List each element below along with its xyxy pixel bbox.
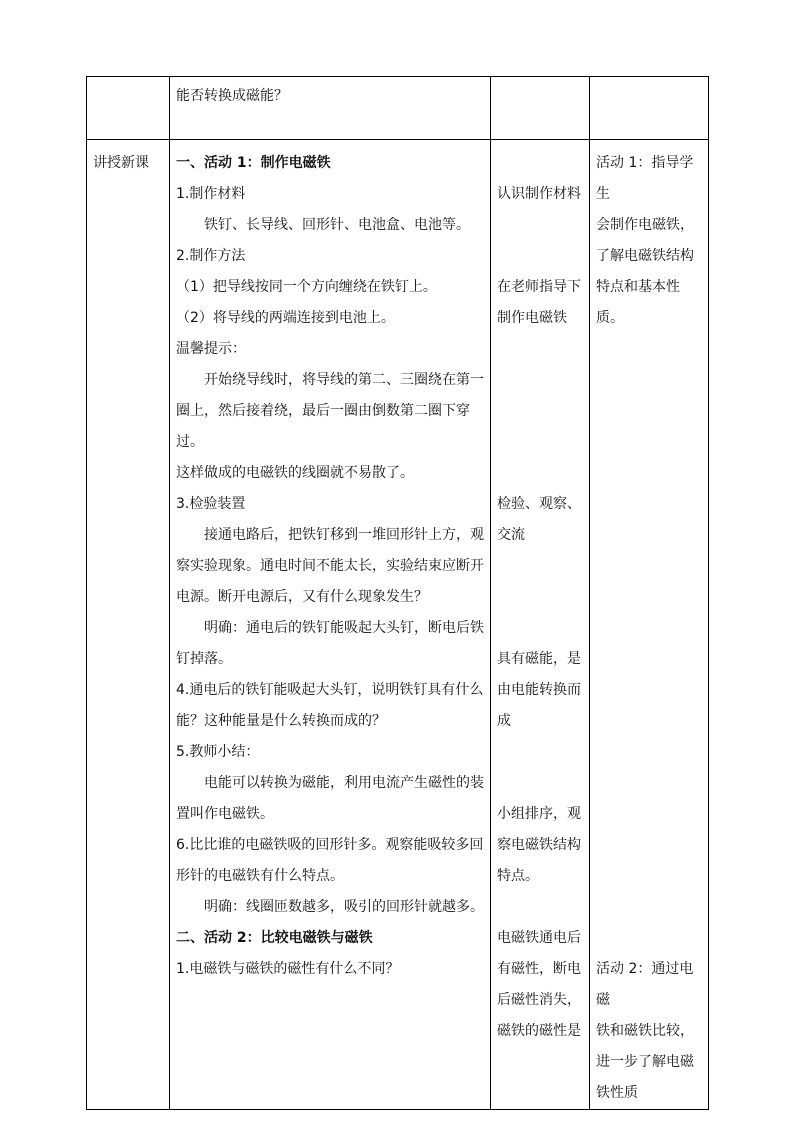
student-activity-line: 后磁性消失， <box>497 992 581 1008</box>
student-activity-line <box>497 613 583 644</box>
student-activity-lines <box>491 140 589 1047</box>
design-intent-line: 铁性质 <box>596 1085 638 1101</box>
design-intent-line <box>596 489 702 520</box>
content-line: 察实验现象。通电时间不能太长，实验结束应断开 <box>176 558 484 574</box>
content-line: 明确：线圈匝数越多，吸引的回形针就越多。 <box>204 899 484 915</box>
design-intent-line <box>596 520 702 551</box>
student-activity-line: 有磁性，断电 <box>497 961 581 977</box>
content-line: 钉掉落。 <box>176 651 232 667</box>
content-line: 6.比比谁的电磁铁吸的回形针多。观察能吸较多回 <box>176 837 484 853</box>
content-line: 温馨提示： <box>176 341 246 357</box>
design-intent-line <box>596 365 702 396</box>
content-line: 4.通电后的铁钉能吸起大头钉，说明铁钉具有什么 <box>176 682 484 698</box>
student-activity-line: 察电磁铁结构 <box>497 837 581 853</box>
content-cell <box>170 77 491 140</box>
student-activity-line: 电磁铁通电后 <box>497 930 581 946</box>
stage-label: 讲授新课 <box>93 155 149 171</box>
content-line: 开始绕导线时，将导线的第二、三圈绕在第一 <box>204 372 484 388</box>
student-activity-line: 具有磁能，是 <box>497 651 581 667</box>
content-line: 圈上，然后接着绕，最后一圈由倒数第二圈下穿过。 <box>176 403 470 450</box>
design-intent-line <box>596 830 702 861</box>
design-intent-line <box>596 768 702 799</box>
content-line: 形针的电磁铁有什么特点。 <box>176 868 344 884</box>
design-intent-line <box>596 582 702 613</box>
design-intent-line <box>596 551 702 582</box>
design-intent-line <box>596 644 702 675</box>
student-activity-line <box>497 458 583 489</box>
lesson-plan-table <box>86 76 709 1110</box>
content-line: （1）把导线按同一个方向缠绕在铁钉上。 <box>176 279 437 295</box>
design-intent-lines <box>590 140 708 1109</box>
design-intent-line <box>596 613 702 644</box>
content-line: 电源。断开电源后，又有什么现象发生？ <box>176 589 428 605</box>
student-activity-line: 特点。 <box>497 868 539 884</box>
design-intent-line: 活动 2：通过电磁 <box>596 961 694 1008</box>
content-cell <box>170 140 491 1110</box>
table-row <box>87 77 709 140</box>
content-line: 2.制作方法 <box>176 248 246 264</box>
content-line: 3.检验装置 <box>176 496 246 512</box>
student-activity-line: 认识制作材料 <box>497 186 581 202</box>
student-activity-line <box>497 551 583 582</box>
design-intent-line <box>596 396 702 427</box>
student-activity-line <box>497 768 583 799</box>
student-activity-line <box>497 396 583 427</box>
student-activity-line <box>497 210 583 241</box>
student-activity-line: 检验、观察、 <box>497 496 581 512</box>
content-line: 1.制作材料 <box>176 186 246 202</box>
student-activity-line: 小组排序，观 <box>497 806 581 822</box>
student-activity-line <box>497 241 583 272</box>
student-activity-line <box>497 582 583 613</box>
content-line: 电能可以转换为磁能，利用电流产生磁性的装 <box>204 775 484 791</box>
content-line: 明确：通电后的铁钉能吸起大头钉，断电后铁 <box>204 620 484 636</box>
design-intent-line <box>596 427 702 458</box>
design-intent-line <box>596 334 702 365</box>
stage-cell-empty <box>87 77 170 140</box>
content-line: 5.教师小结： <box>176 744 260 760</box>
content-line: （2）将导线的两端连接到电池上。 <box>176 310 395 326</box>
design-intent-line <box>596 458 702 489</box>
student-activity-line: 磁铁的磁性是 <box>497 1023 581 1039</box>
student-activity-line <box>497 737 583 768</box>
student-activity-line: 交流 <box>497 527 525 543</box>
design-intent-line: 活动 1：指导学生 <box>596 155 694 202</box>
content-line: 这样做成的电磁铁的线圈就不易散了。 <box>176 465 414 481</box>
table-row <box>87 140 709 1110</box>
student-activity-line: 在老师指导下 <box>497 279 581 295</box>
stage-cell <box>87 140 170 1110</box>
design-intent-line <box>596 706 702 737</box>
design-intent-line <box>596 799 702 830</box>
design-intent-line: 进一步了解电磁 <box>596 1054 694 1070</box>
design-intent-line <box>596 675 702 706</box>
content-lines <box>170 140 490 985</box>
content-line: 置叫作电磁铁。 <box>176 806 274 822</box>
student-activity-line: 成 <box>497 713 511 729</box>
student-activity-cell <box>491 140 590 1110</box>
design-intent-cell <box>590 140 709 1110</box>
design-intent-line: 了解电磁铁结构 <box>596 248 694 264</box>
student-activity-line: 由电能转换而 <box>497 682 581 698</box>
student-activity-line: 制作电磁铁 <box>497 310 567 326</box>
design-intent-line <box>596 737 702 768</box>
design-intent-line: 会制作电磁铁， <box>596 217 694 233</box>
design-intent-line: 特点和基本性质。 <box>596 279 680 326</box>
student-activity-line <box>497 427 583 458</box>
student-activity-line <box>497 148 583 179</box>
design-intent-line <box>596 923 702 954</box>
design-intent-line <box>596 892 702 923</box>
design-intent-line <box>596 861 702 892</box>
student-activity-line <box>497 365 583 396</box>
content-line: 铁钉、长导线、回形针、电池盒、电池等。 <box>204 217 470 233</box>
student-activity-line <box>497 892 583 923</box>
student-activity-line <box>497 334 583 365</box>
content-line: 能否转换成磁能？ <box>176 88 288 104</box>
content-line: 1.电磁铁与磁铁的磁性有什么不同？ <box>176 961 400 977</box>
intent-cell-empty <box>590 77 709 140</box>
design-intent-line: 铁和磁铁比较， <box>596 1023 694 1039</box>
content-line: 能？这种能量是什么转换而成的？ <box>176 713 386 729</box>
student-cell-empty <box>491 77 590 140</box>
content-line: 一、活动 1：制作电磁铁 <box>176 155 331 171</box>
content-line: 接通电路后，把铁钉移到一堆回形针上方，观 <box>204 527 484 543</box>
content-line: 二、活动 2：比较电磁铁与磁铁 <box>176 930 373 946</box>
